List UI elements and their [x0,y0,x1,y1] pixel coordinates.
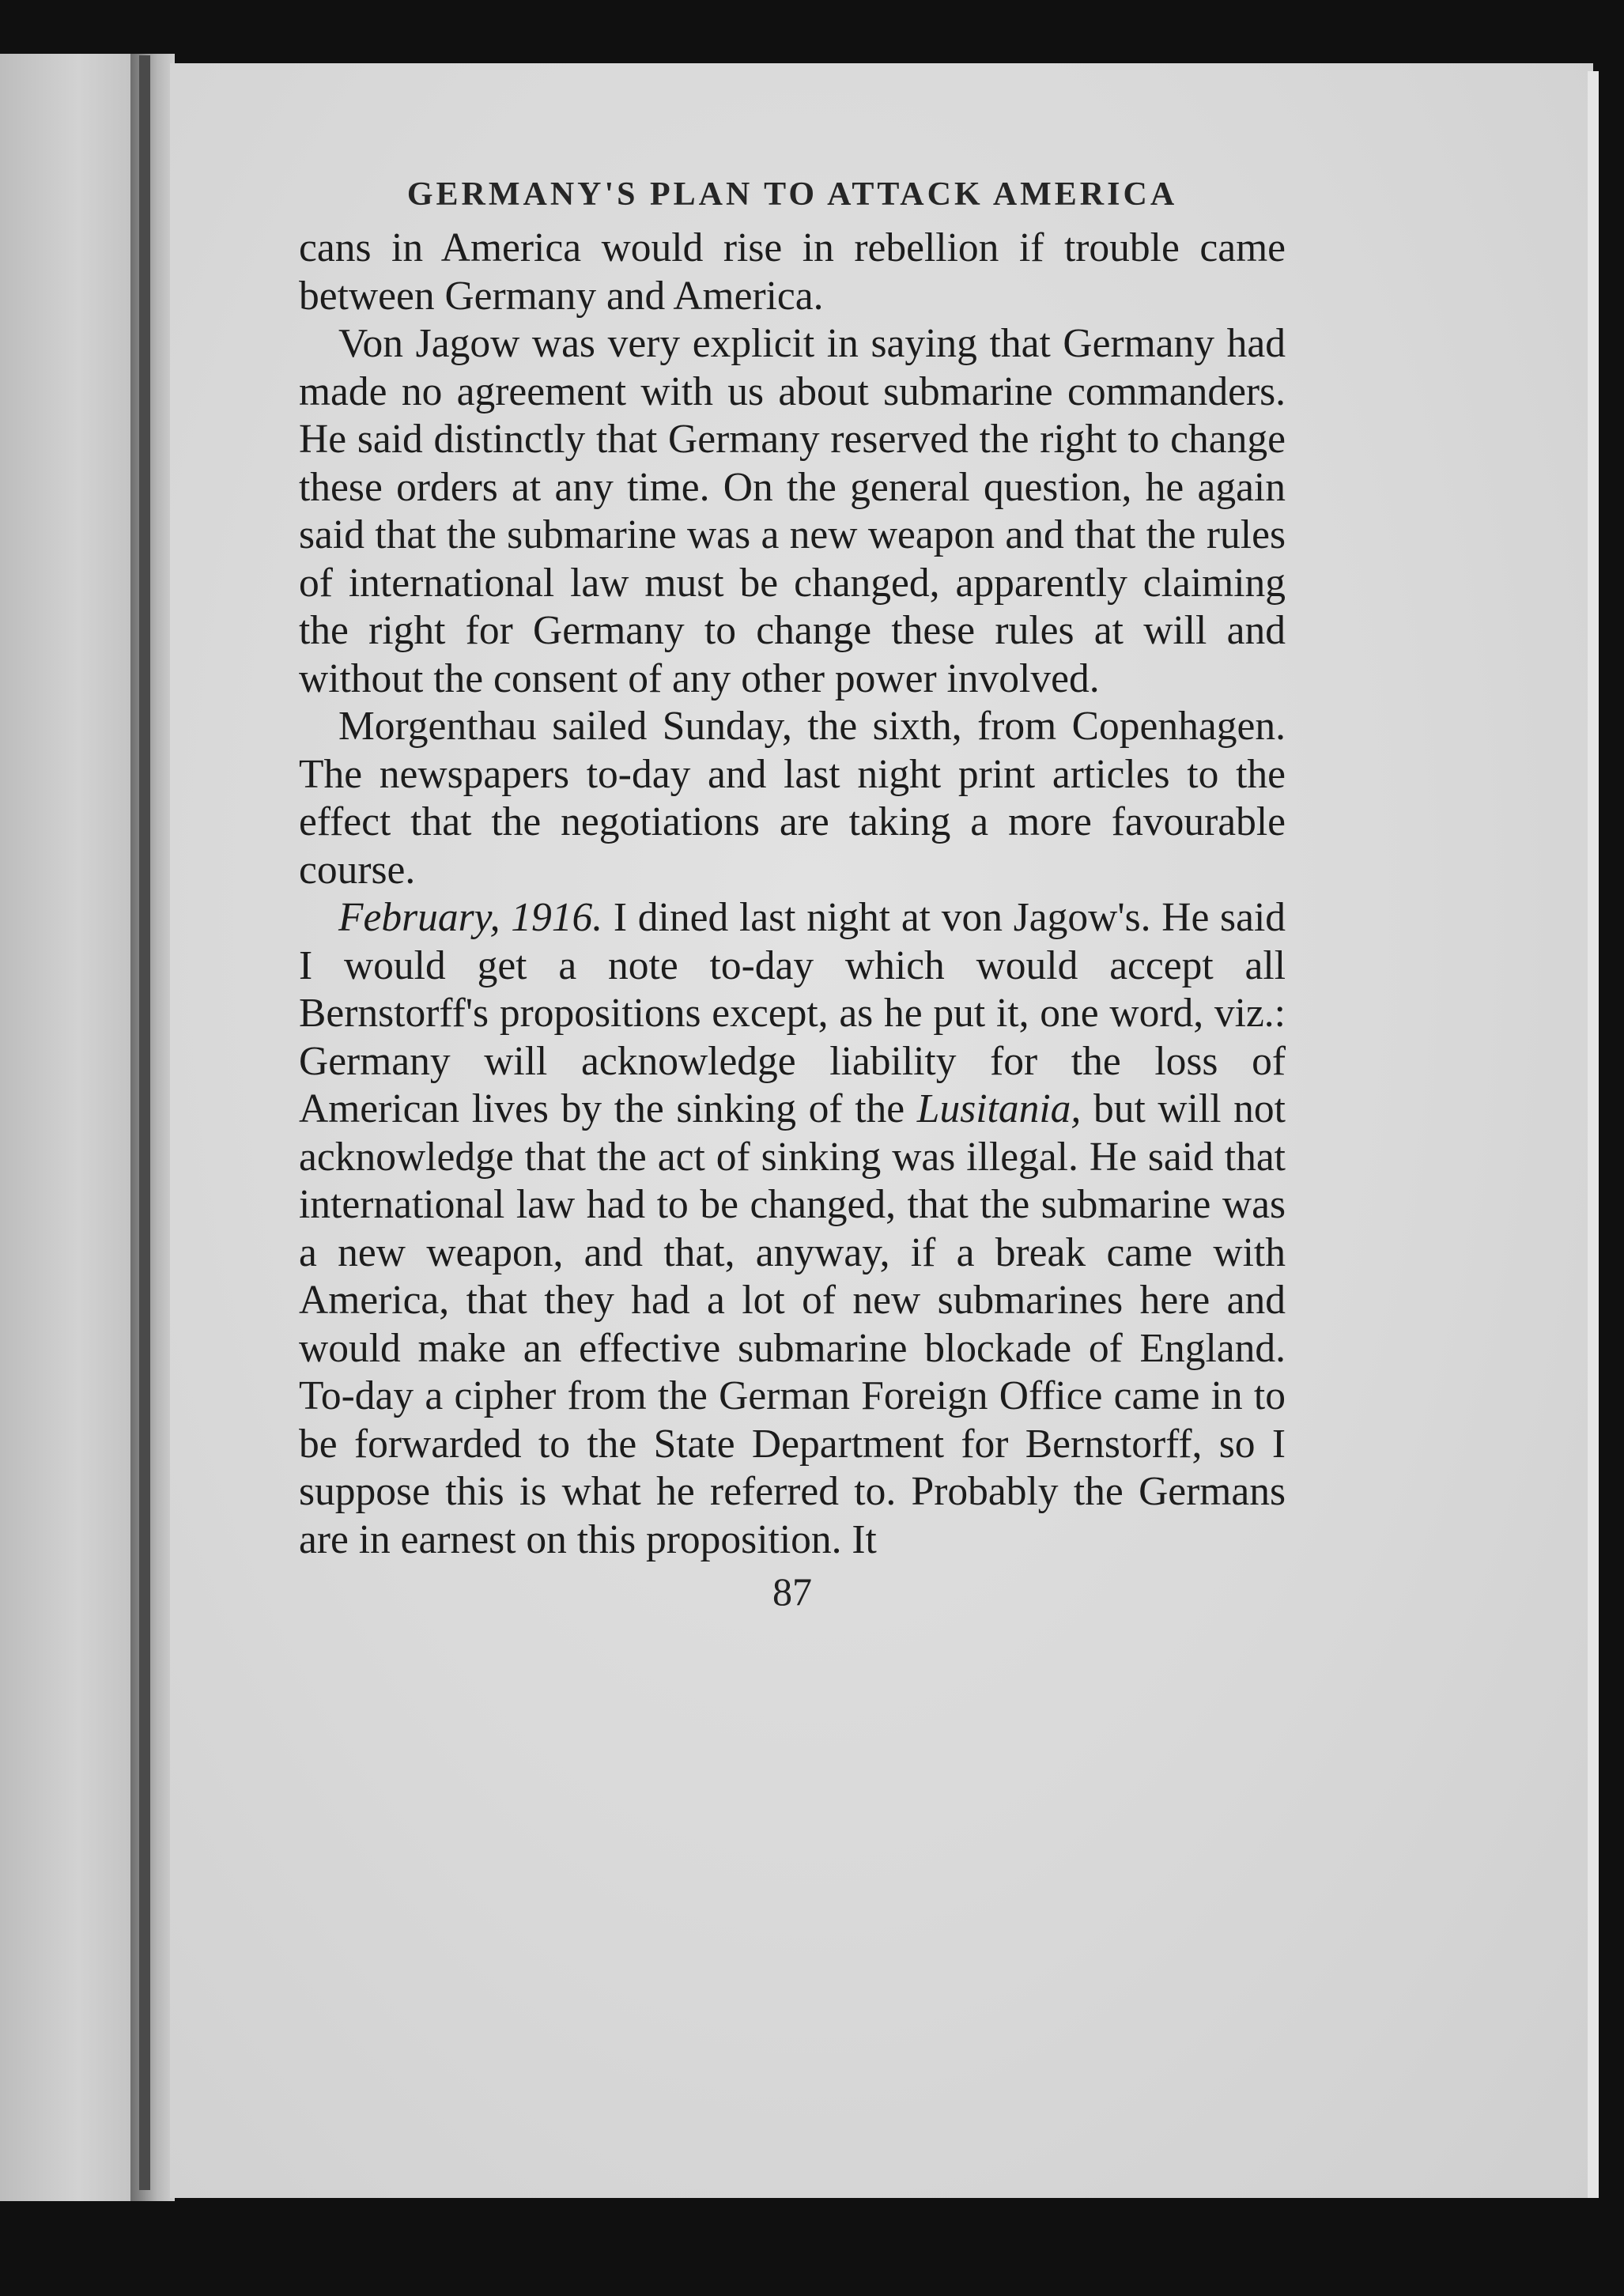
paragraph-continuation: cans in America would rise in rebellion if trouble came between Germany and America. [299,225,1286,319]
paragraph-february-1916 [299,894,1286,1564]
page-text-block [299,176,1286,1614]
paragraph-morgenthau: Morgenthau sailed Sunday, the sixth, from Copenhagen. The newspapers to-day and last night print articles to the effect that the negotiations are taking a more favourable course. [299,704,1286,893]
running-head: GERMANY'S PLAN TO ATTACK AMERICA [406,176,1178,213]
page-number: 87 [772,1569,812,1614]
entry-text-part-1: I dined last night at von Jagow's. He said I would get a note to-day which would accept all Bernstorff's propositions except, as he put it, one word, viz.: Germany will acknowledge liability for the loss of American lives by the sinking of the [299,895,1286,1131]
page-right-edge [1588,71,1599,2198]
book-gutter [130,54,175,2201]
entry-date: February, 1916. [338,895,603,940]
facing-page-edge [0,54,130,2201]
gutter-shadow [139,55,150,2190]
entry-text-part-2: but will not acknowledge that the act of sinking was illegal. He said that international law had to be changed, that the submarine was a new weapon, and that, anyway, if a break came with America, that they had a lot of new submarines here and would make an effective submarine blockade of England. To-day a cipher from the German Foreign Office came in to be forwarded to the State Department for Bernstorff, so I suppose this is what he referred to. Probably the Germans are in earnest on this proposition. It [299,1086,1286,1562]
paragraph-von-jagow: Von Jagow was very explicit in saying that Germany had made no agreement with us about submarine commanders. He said distinctly that Germany reserved the right to change these orders at any time. On the general question, he again said that the submarine was a new weapon and that the rules of international law must be changed, apparently claiming the right for Germany to change these rules at will and without the consent of any other power involved. [299,321,1286,701]
ship-name: Lusitania, [916,1086,1082,1131]
